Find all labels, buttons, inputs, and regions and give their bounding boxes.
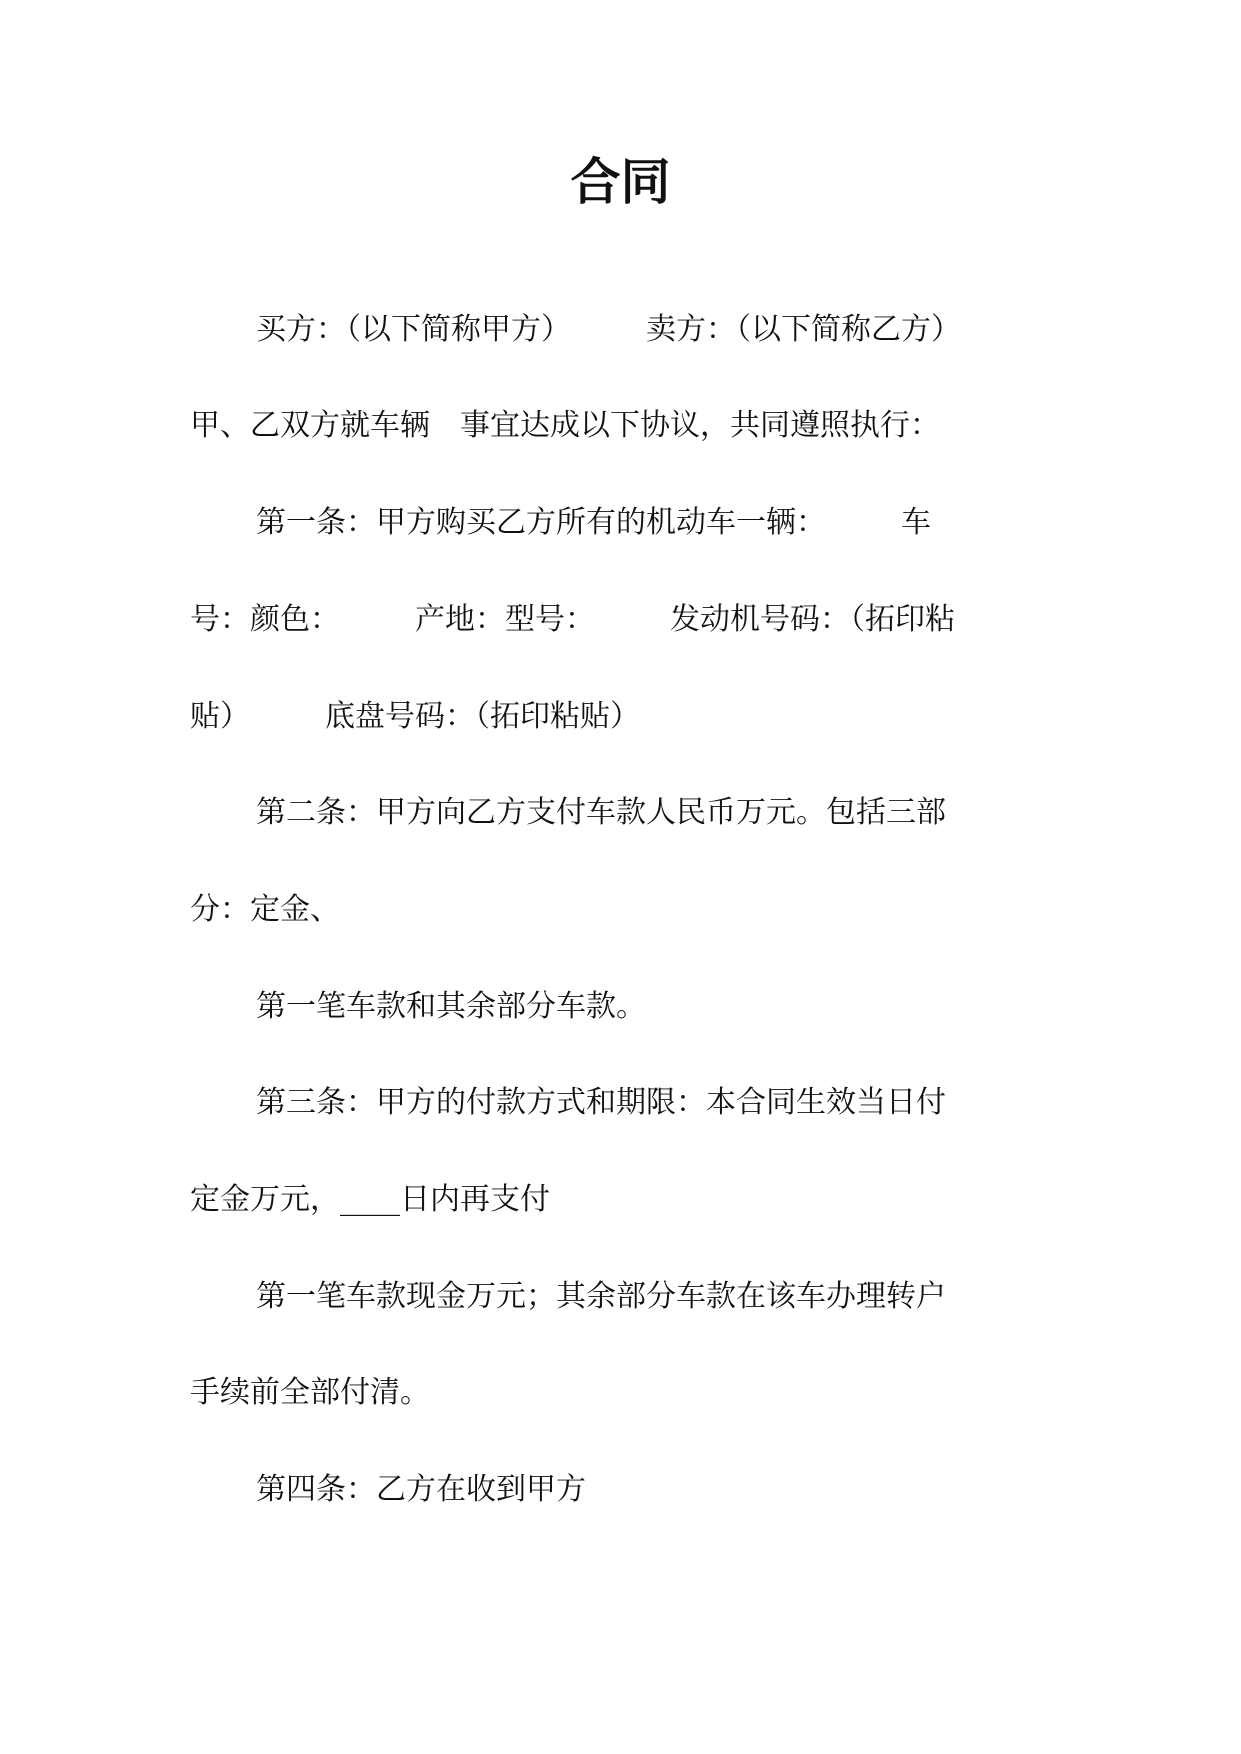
paragraph-line: 手续前全部付清。: [190, 1375, 430, 1410]
paragraph-line: 第二条：甲方向乙方支付车款人民币万元。包括三部: [256, 795, 946, 830]
paragraph-line: 甲、乙双方就车辆 事宜达成以下协议，共同遵照执行：: [190, 408, 940, 443]
paragraph-line: 买方：（以下简称甲方） 卖方：（以下简称乙方）: [256, 312, 961, 347]
paragraph-line: 定金万元，____日内再支付: [190, 1182, 550, 1217]
paragraph-line: 第一笔车款现金万元；其余部分车款在该车办理转户: [256, 1279, 946, 1314]
paragraph-line: 第一笔车款和其余部分车款。: [256, 989, 646, 1024]
paragraph-line: 第四条：乙方在收到甲方: [256, 1472, 586, 1507]
document-title: 合同: [570, 153, 671, 211]
paragraph-line: 分：定金、: [190, 892, 340, 927]
paragraph-line: 号：颜色： 产地：型号： 发动机号码：（拓印粘: [190, 602, 955, 637]
paragraph-line: 第一条：甲方购买乙方所有的机动车一辆： 车: [256, 505, 931, 540]
paragraph-line: 第三条：甲方的付款方式和期限：本合同生效当日付: [256, 1085, 946, 1120]
paragraph-line: 贴） 底盘号码：（拓印粘贴）: [190, 699, 640, 734]
